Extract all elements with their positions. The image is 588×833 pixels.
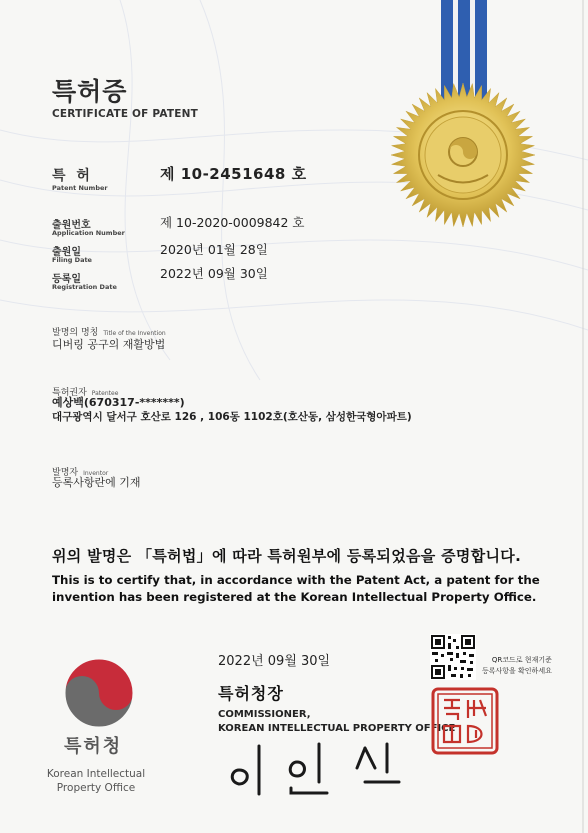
inventor-label: 발명자 (52, 468, 79, 478)
patent-number-value: 제 10-2451648 호 (160, 165, 307, 183)
kipo-name-en-line2: Property Office (56, 782, 136, 794)
kipo-name-ko: 특허청 (64, 736, 123, 757)
qr-note (482, 655, 552, 677)
commissioner-title-en-line2: KOREAN INTELLECTUAL PROPERTY OFFICE (218, 723, 456, 734)
invention-label: 발명의 명칭 (52, 328, 99, 338)
patent-number-label: 특 허 (52, 168, 93, 184)
official-stamp-graphic (430, 686, 500, 756)
kipo-name-en (42, 767, 150, 795)
inventor-value: 등록사항란에 기재 (52, 476, 141, 489)
invention-title-value: 디버링 공구의 재활방법 (52, 338, 166, 351)
certification-statement-en (52, 572, 540, 606)
registration-date-label: 등록일 (52, 274, 81, 285)
commissioner-title-en-line1: COMMISSIONER, (218, 709, 311, 720)
issue-date: 2022년 09월 30일 (218, 654, 331, 669)
application-number-label-en: Application Number (52, 229, 125, 237)
kipo-name-en-line1: Korean Intellectual (46, 768, 146, 780)
application-number-value: 제 10-2020-0009842 호 (160, 215, 305, 230)
patentee-label: 특허권자 (52, 388, 87, 398)
filing-date-label-en: Filing Date (52, 256, 92, 264)
patentee-name: 예상백(670317-*******) (52, 396, 185, 409)
certificate-title-en: CERTIFICATE OF PATENT (52, 108, 198, 120)
patentee-address: 대구광역시 달서구 호산로 126 , 106동 1102호(호산동, 삼성한국형아파트) (52, 411, 412, 423)
invention-label-en: Title of the Invention (103, 330, 166, 337)
qr-note-line2: 등록사항을 확인하세요 (482, 667, 552, 675)
commissioner-title-en (218, 708, 455, 736)
commissioner-title: 특허청장 (218, 684, 284, 703)
patentee-label-en: Patentee (91, 390, 119, 397)
registration-date-label-en: Registration Date (52, 283, 117, 291)
certification-statement-en-line2: invention has been registered at the Korean Intellectual Property Office. (52, 590, 537, 604)
qr-note-line1: QR코드로 현재기준 (491, 656, 552, 664)
registration-date-value: 2022년 09월 30일 (160, 266, 268, 281)
kipo-logo-icon (62, 656, 136, 730)
certification-statement-en-line1: This is to certify that, in accordance with the Patent Act, a patent for the (52, 573, 540, 587)
signature-graphic (225, 738, 415, 796)
certification-statement-ko: 위의 발명은 「특허법」에 따라 특허원부에 등록되었음을 증명합니다. (52, 547, 522, 565)
patent-number-label-en: Patent Number (52, 184, 108, 192)
certificate-title: 특허증 (52, 77, 128, 106)
qr-code-icon[interactable] (430, 634, 476, 680)
application-number-label: 출원번호 (52, 220, 91, 231)
inventor-label-en: Inventor (83, 470, 109, 477)
filing-date-value: 2020년 01월 28일 (160, 242, 268, 257)
gold-seal-emblem (388, 80, 538, 230)
filing-date-label: 출원일 (52, 247, 81, 258)
